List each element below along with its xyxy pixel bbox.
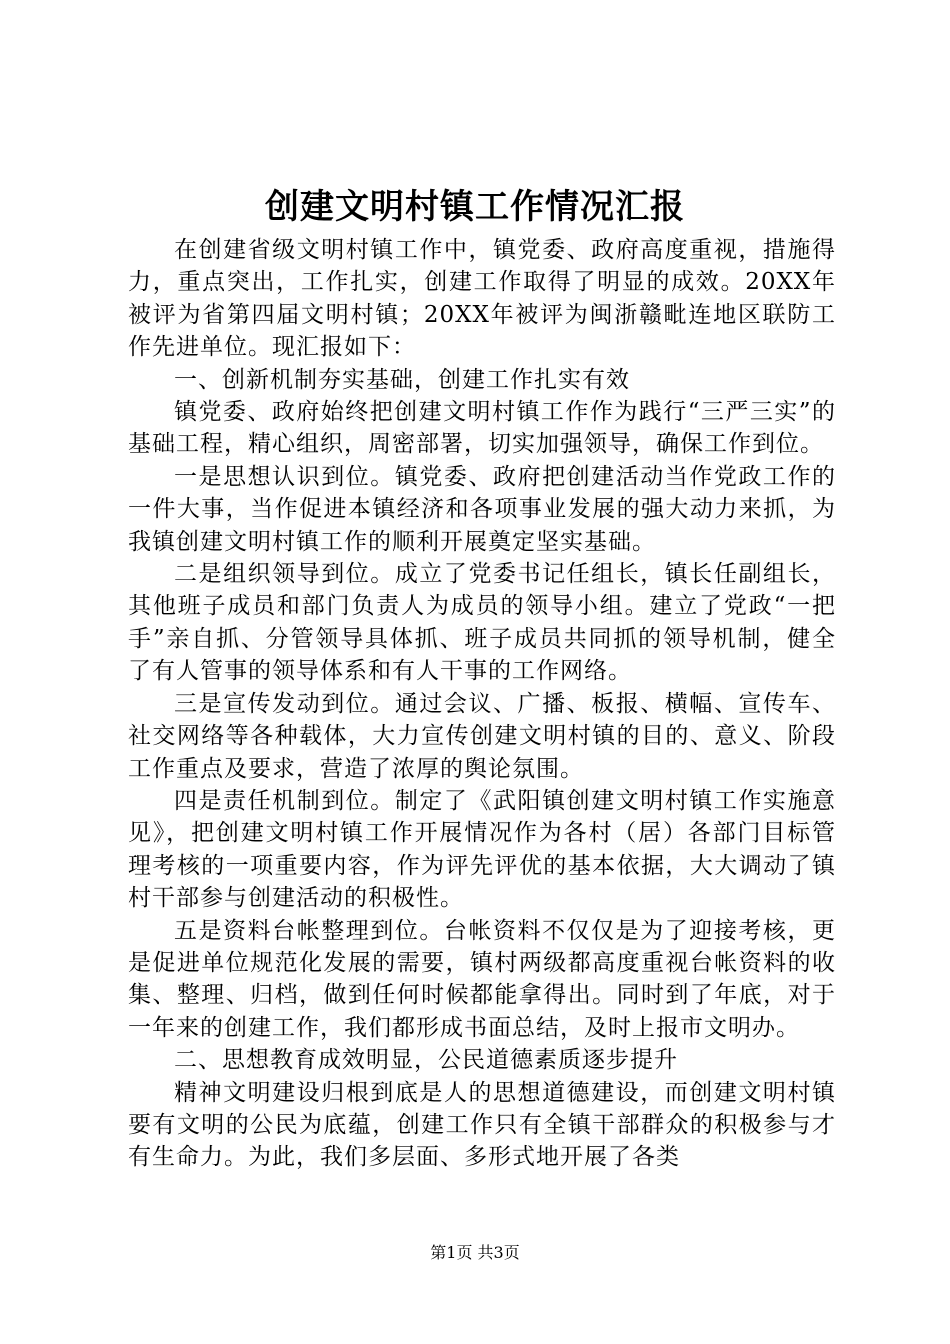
section-heading-2: 二、思想教育成效明显，公民道德素质逐步提升: [174, 1047, 678, 1074]
page-footer: 第1页 共3页: [430, 1243, 520, 1262]
paragraph: 一是思想认识到位。镇党委、政府把创建活动当作党政工作的一件大事，当作促进本镇经济和各项事业发展的强大动力来抓，为我镇创建文明村镇工作的顺利开展奠定坚实基础。: [128, 463, 836, 555]
paragraph: 四是责任机制到位。制定了《武阳镇创建文明村镇工作实施意见》，把创建文明村镇工作开展情况作为各村（居）各部门目标管理考核的一项重要内容，作为评先评优的基本依据，大大调动了镇村干部参与创建活动的积极性。: [128, 787, 836, 912]
document-title: 创建文明村镇工作情况汇报: [265, 187, 685, 227]
paragraph: 二是组织领导到位。成立了党委书记任组长，镇长任副组长，其他班子成员和部门负责人为成员的领导小组。建立了党政“一把手”亲自抓、分管领导具体抓、班子成员共同抓的领导机制，健全了有人管事的领导体系和有人干事的工作网络。: [128, 561, 836, 685]
paragraph: 三是宣传发动到位。通过会议、广播、板报、横幅、宣传车、社交网络等各种载体，大力宣传创建文明村镇的目的、意义、阶段工作重点及要求，营造了浓厚的舆论氛围。: [128, 690, 836, 782]
section-heading-1: 一、创新机制夯实基础，创建工作扎实有效: [174, 366, 630, 393]
paragraph-intro: 在创建省级文明村镇工作中，镇党委、政府高度重视，措施得力，重点突出，工作扎实，创建工作取得了明显的成效。20XX年被评为省第四届文明村镇；20XX年被评为闽浙赣毗连地区联防工作先进单位。现汇报如下：: [128, 237, 836, 361]
paragraph: 镇党委、政府始终把创建文明村镇工作作为践行“三严三实”的基础工程，精心组织，周密部署，切实加强领导，确保工作到位。: [128, 399, 836, 458]
document-body: [128, 234, 836, 1174]
paragraph: 五是资料台帐整理到位。台帐资料不仅仅是为了迎接考核，更是促进单位规范化发展的需要，镇村两级都高度重视台帐资料的收集、整理、归档，做到任何时候都能拿得出。同时到了年底，对于一年来的创建工作，我们都形成书面总结，及时上报市文明办。: [128, 917, 836, 1041]
paragraph: 精神文明建设归根到底是人的思想道德建设，而创建文明村镇要有文明的公民为底蕴，创建工作只有全镇干部群众的积极参与才有生命力。为此，我们多层面、多形式地开展了各类: [128, 1079, 836, 1171]
